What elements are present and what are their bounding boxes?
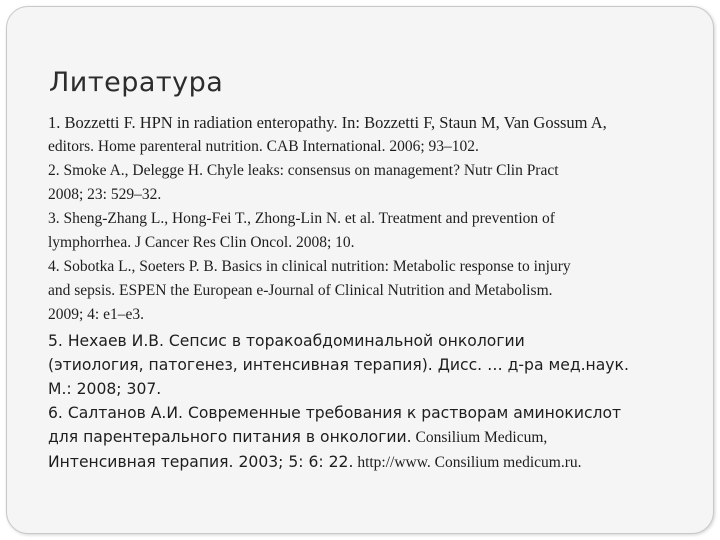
slide: [6, 6, 714, 534]
reference-1-line-2: editors. Home parenteral nutrition. CAB International. 2006; 93–102.: [48, 138, 479, 155]
reference-6-line-2: [48, 425, 688, 450]
slide-title: Литература: [49, 67, 224, 98]
reference-2-line-1: 2. Smoke A., Delegge H. Chyle leaks: consensus on management? Nutr Clin Pract: [48, 162, 559, 179]
reference-list: [48, 111, 688, 475]
reference-5-line-2: (этиология, патогенез, интенсивная терапия). Дисс. … д-ра мед.наук.: [48, 356, 629, 374]
reference-6-line-2-text: для парентерального питания в онкологии.: [48, 428, 412, 446]
reference-4-line-3: 2009; 4: e1–e3.: [48, 306, 144, 323]
reference-5-line-3: М.: 2008; 307.: [48, 380, 162, 398]
reference-6-journal: Consilium Medicum,: [411, 429, 548, 446]
reference-6-line-3-text: Интенсивная терапия. 2003; 5: 6: 22.: [48, 453, 354, 471]
reference-5-line-1: 5. Нехаев И.В. Сепсис в торакоабдоминальной онкологии: [48, 332, 525, 350]
reference-6-line-1: 6. Салтанов А.И. Современные требования к растворам аминокислот: [48, 404, 622, 422]
reference-6-line-3: [48, 450, 688, 475]
reference-1-line-1: 1. Bozzetti F. HPN in radiation enteropathy. In: Bozzetti F, Staun M, Van Gossum A,: [48, 113, 607, 132]
reference-3-line-2: lymphorrhea. J Cancer Res Clin Oncol. 2008; 10.: [48, 234, 355, 251]
reference-4-line-1: 4. Sobotka L., Soeters P. B. Basics in clinical nutrition: Metabolic response to injury: [48, 258, 571, 275]
reference-4-line-2: and sepsis. ESPEN the European e-Journal of Clinical Nutrition and Metabolism.: [48, 282, 553, 299]
reference-2-line-2: 2008; 23: 529–32.: [48, 186, 162, 203]
reference-6-url: http://www. Consilium medicum.ru.: [353, 454, 582, 471]
reference-3-line-1: 3. Sheng-Zhang L., Hong-Fei T., Zhong-Lin N. et al. Treatment and prevention of: [48, 210, 555, 227]
